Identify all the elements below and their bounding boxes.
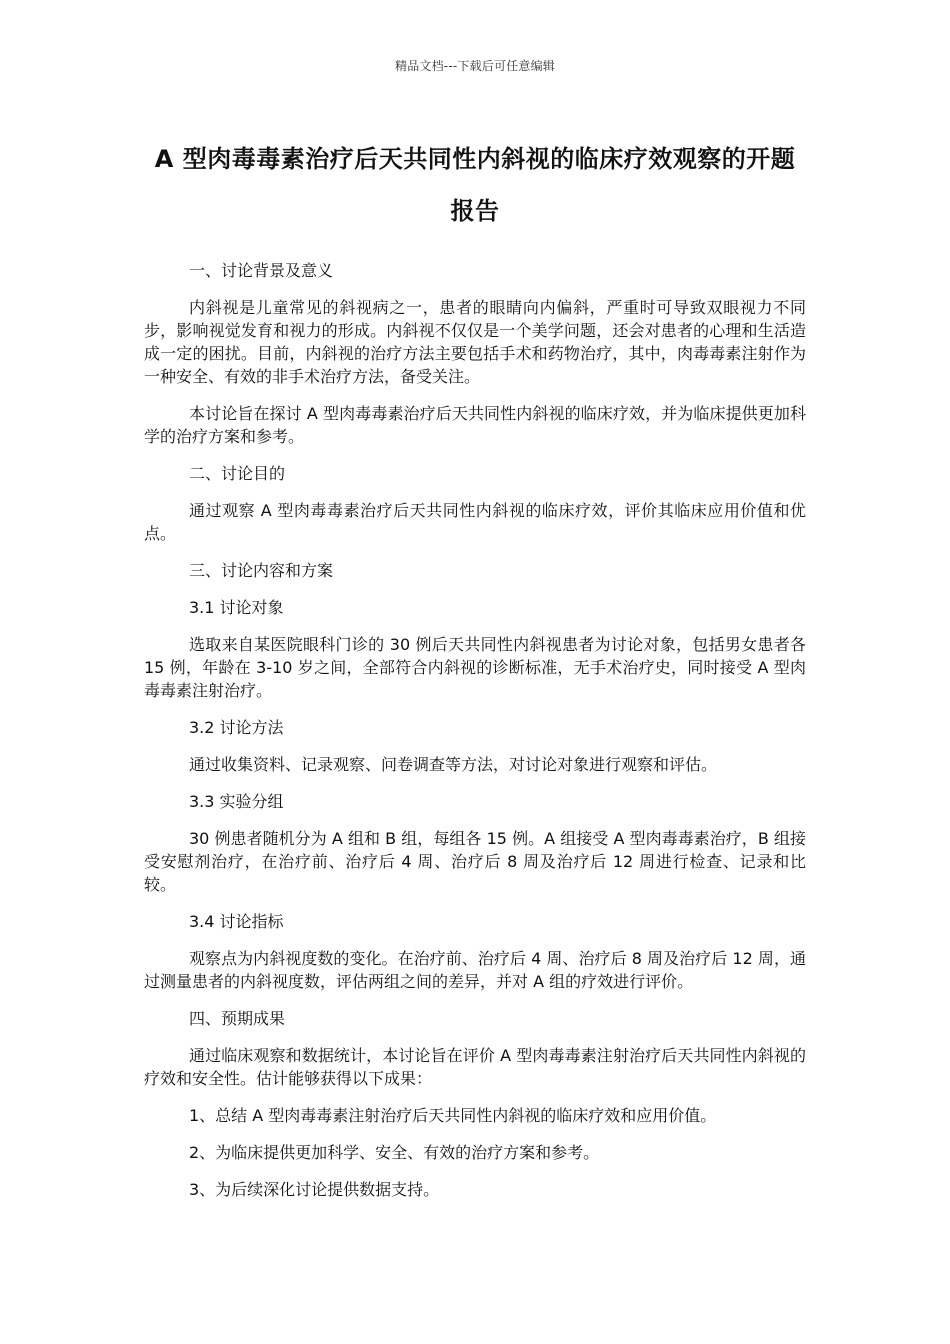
section-heading: 二、讨论目的 — [189, 464, 286, 483]
document-body — [144, 259, 806, 1215]
section-heading: 一、讨论背景及意义 — [189, 261, 334, 280]
list-item: 2、为临床提供更加科学、安全、有效的治疗方案和参考。 — [189, 1143, 600, 1162]
header-note: 精品文档---下载后可任意编辑 — [395, 59, 555, 73]
subsection-heading: 3.3 实验分组 — [189, 792, 284, 811]
section-heading: 四、预期成果 — [189, 1009, 286, 1028]
paragraph: 通过临床观察和数据统计，本讨论旨在评价 A 型肉毒毒素注射治疗后天共同性内斜视的疗效和安全性。估计能够获得以下成果： — [144, 1046, 806, 1088]
paragraph: 本讨论旨在探讨 A 型肉毒毒素治疗后天共同性内斜视的临床疗效，并为临床提供更加科学的治疗方案和参考。 — [144, 404, 806, 446]
section-heading: 三、讨论内容和方案 — [189, 561, 334, 580]
paragraph: 选取来自某医院眼科门诊的 30 例后天共同性内斜视患者为讨论对象，包括男女患者各 15 例，年龄在 3-10 岁之间，全部符合内斜视的诊断标准，无手术治疗史，同时接受 A 型肉毒毒素注射治疗。 — [144, 635, 806, 700]
subsection-heading: 3.4 讨论指标 — [189, 912, 284, 931]
subsection-heading: 3.2 讨论方法 — [189, 718, 284, 737]
document-title: A 型肉毒毒素治疗后天共同性内斜视的临床疗效观察的开题报告 — [154, 145, 796, 225]
list-item: 3、为后续深化讨论提供数据支持。 — [189, 1180, 440, 1199]
paragraph: 通过收集资料、记录观察、问卷调查等方法，对讨论对象进行观察和评估。 — [189, 755, 718, 774]
subsection-heading: 3.1 讨论对象 — [189, 598, 284, 617]
paragraph: 内斜视是儿童常见的斜视病之一，患者的眼睛向内偏斜，严重时可导致双眼视力不同步，影响视觉发育和视力的形成。内斜视不仅仅是一个美学问题，还会对患者的心理和生活造成一定的困扰。目前，内斜视的治疗方法主要包括手术和药物治疗，其中，肉毒毒素注射作为一种安全、有效的非手术治疗方法，备受关注。 — [144, 298, 806, 386]
paragraph: 观察点为内斜视度数的变化。在治疗前、治疗后 4 周、治疗后 8 周及治疗后 12 周，通过测量患者的内斜视度数，评估两组之间的差异，并对 A 组的疗效进行评价。 — [144, 949, 806, 991]
paragraph: 30 例患者随机分为 A 组和 B 组，每组各 15 例。A 组接受 A 型肉毒毒素治疗，B 组接受安慰剂治疗，在治疗前、治疗后 4 周、治疗后 8 周及治疗后 12 周进行检查、记录和比较。 — [144, 829, 806, 894]
list-item: 1、总结 A 型肉毒毒素注射治疗后天共同性内斜视的临床疗效和应用价值。 — [189, 1106, 717, 1125]
paragraph: 通过观察 A 型肉毒毒素治疗后天共同性内斜视的临床疗效，评价其临床应用价值和优点。 — [144, 501, 806, 543]
